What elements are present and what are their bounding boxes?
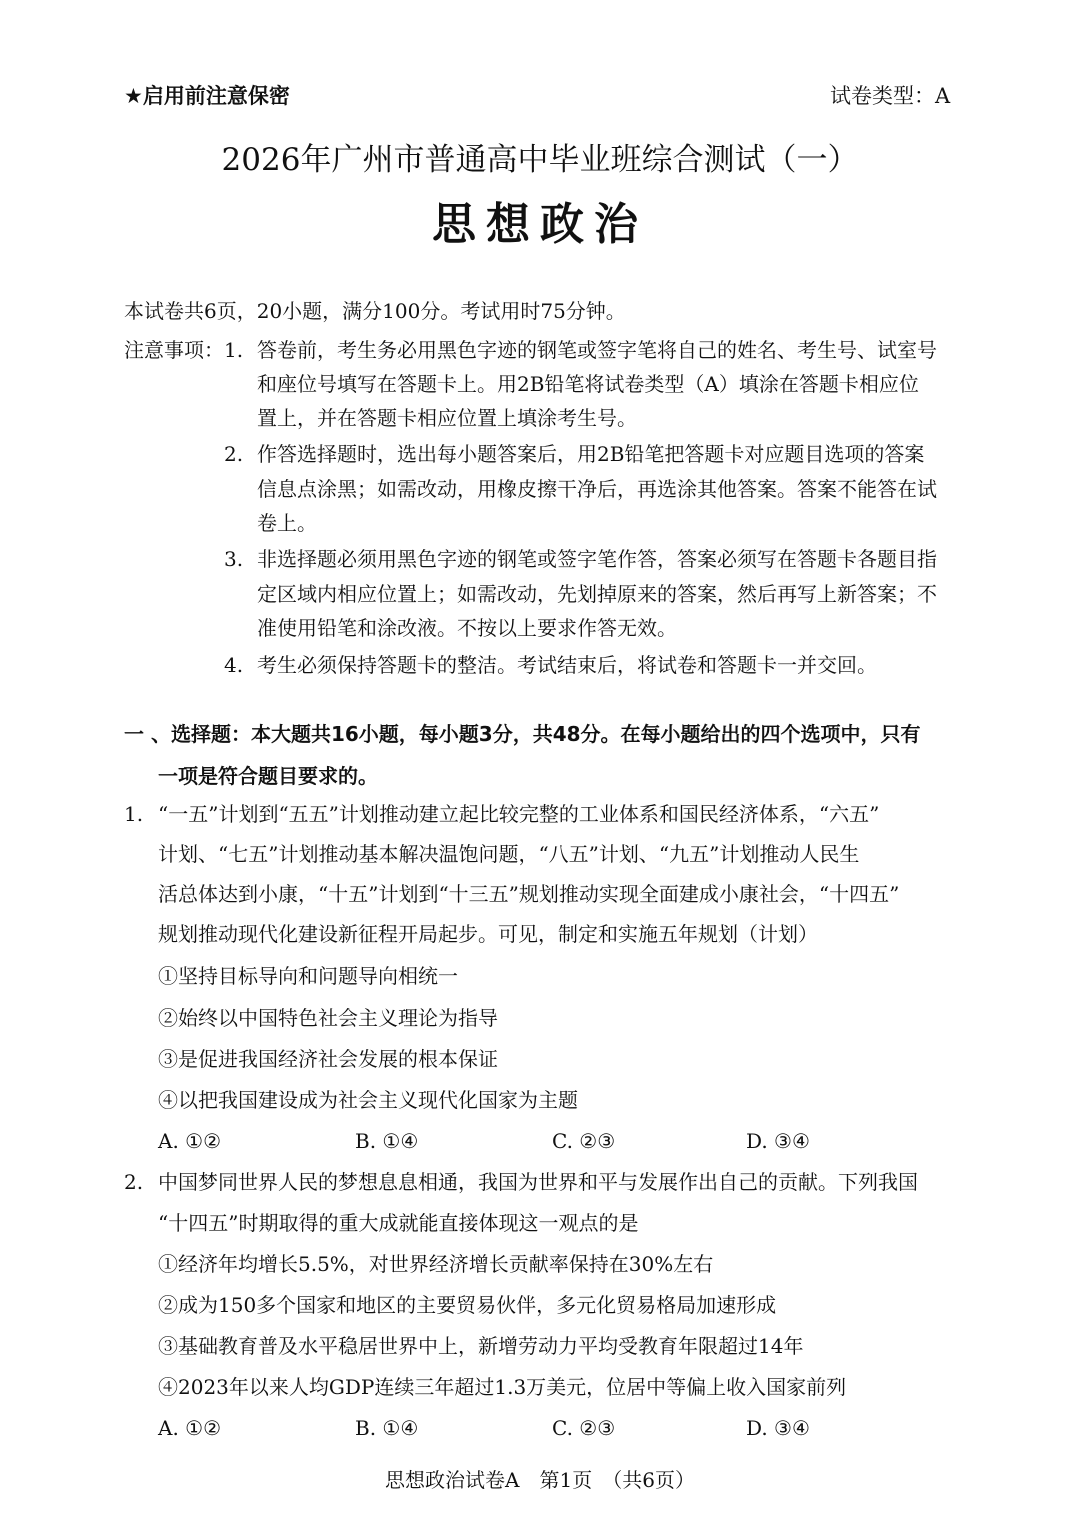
- notice-item-num: 4.: [224, 653, 244, 677]
- option-c[interactable]: C. ②③: [552, 1129, 616, 1153]
- section-heading-cont: 一项是符合题目要求的。: [158, 764, 378, 788]
- question-number: 2.: [124, 1170, 144, 1194]
- paper-type-label: 试卷类型：A: [830, 84, 951, 108]
- confidential-label: ★启用前注意保密: [124, 84, 290, 108]
- notice-item-line: 非选择题必须用黑色字迹的钢笔或签字笔作答，答案必须写在答题卡各题目指: [257, 547, 937, 571]
- notice-item-line: 置上，并在答题卡相应位置上填涂考生号。: [257, 406, 637, 430]
- statement: ①坚持目标导向和问题导向相统一: [158, 964, 458, 988]
- option-d[interactable]: D. ③④: [746, 1129, 810, 1153]
- option-c[interactable]: C. ②③: [552, 1416, 616, 1440]
- exam-title: 2026年广州市普通高中毕业班综合测试（一）: [221, 142, 859, 178]
- question-stem-line: 规划推动现代化建设新征程开局起步。可见，制定和实施五年规划（计划）: [158, 922, 818, 946]
- question-stem-line: 活总体达到小康，“十五”计划到“十三五”规划推动实现全面建成小康社会，“十四五”: [158, 882, 900, 906]
- notice-item-line: 定区域内相应位置上；如需改动，先划掉原来的答案，然后再写上新答案；不: [257, 582, 937, 606]
- statement: ②成为150多个国家和地区的主要贸易伙伴，多元化贸易格局加速形成: [158, 1293, 777, 1317]
- section-heading: 一 、选择题：本大题共16小题，每小题3分，共48分。在每小题给出的四个选项中，只有: [124, 722, 921, 746]
- statement: ②始终以中国特色社会主义理论为指导: [158, 1006, 498, 1030]
- option-b[interactable]: B. ①④: [355, 1416, 419, 1440]
- question-stem-line: 计划、“七五”计划推动基本解决温饱问题，“八五”计划、“九五”计划推动人民生: [158, 842, 860, 866]
- notice-label: 注意事项：: [124, 338, 224, 362]
- statement: ③基础教育普及水平稳居世界中上，新增劳动力平均受教育年限超过14年: [158, 1334, 804, 1358]
- notice-item-line: 和座位号填写在答题卡上。用2B铅笔将试卷类型（A）填涂在答题卡相应位: [257, 372, 919, 396]
- notice-item-num: 1.: [224, 338, 244, 362]
- question-stem-line: “十四五”时期取得的重大成就能直接体现这一观点的是: [158, 1211, 639, 1235]
- notice-item-line: 答卷前，考生务必用黑色字迹的钢笔或签字笔将自己的姓名、考生号、试室号: [257, 338, 937, 362]
- notice-item-line: 作答选择题时，选出每小题答案后，用2B铅笔把答题卡对应题目选项的答案: [257, 442, 925, 466]
- statement: ③是促进我国经济社会发展的根本保证: [158, 1047, 498, 1071]
- question-stem-line: “一五”计划到“五五”计划推动建立起比较完整的工业体系和国民经济体系，“六五”: [158, 802, 880, 826]
- page-footer: 思想政治试卷A 第1页 （共6页）: [385, 1468, 695, 1492]
- option-a[interactable]: A. ①②: [158, 1129, 222, 1153]
- subject-title: 思想政治: [432, 199, 648, 250]
- statement: ①经济年均增长5.5%，对世界经济增长贡献率保持在30%左右: [158, 1252, 714, 1276]
- notice-item-line: 考生必须保持答题卡的整洁。考试结束后，将试卷和答题卡一并交回。: [257, 653, 877, 677]
- notice-item-line: 信息点涂黑；如需改动，用橡皮擦干净后，再选涂其他答案。答案不能答在试: [257, 477, 937, 501]
- notice-item-line: 准使用铅笔和涂改液。不按以上要求作答无效。: [257, 616, 677, 640]
- option-a[interactable]: A. ①②: [158, 1416, 222, 1440]
- question-number: 1.: [124, 802, 144, 826]
- statement: ④2023年以来人均GDP连续三年超过1.3万美元，位居中等偏上收入国家前列: [158, 1375, 847, 1399]
- option-b[interactable]: B. ①④: [355, 1129, 419, 1153]
- notice-item-num: 2.: [224, 442, 244, 466]
- question-stem-line: 中国梦同世界人民的梦想息息相通，我国为世界和平与发展作出自己的贡献。下列我国: [158, 1170, 918, 1194]
- statement: ④以把我国建设成为社会主义现代化国家为主题: [158, 1088, 578, 1112]
- notice-item-line: 卷上。: [257, 511, 317, 535]
- exam-intro: 本试卷共6页，20小题，满分100分。考试用时75分钟。: [124, 299, 626, 323]
- notice-item-num: 3.: [224, 547, 244, 571]
- option-d[interactable]: D. ③④: [746, 1416, 810, 1440]
